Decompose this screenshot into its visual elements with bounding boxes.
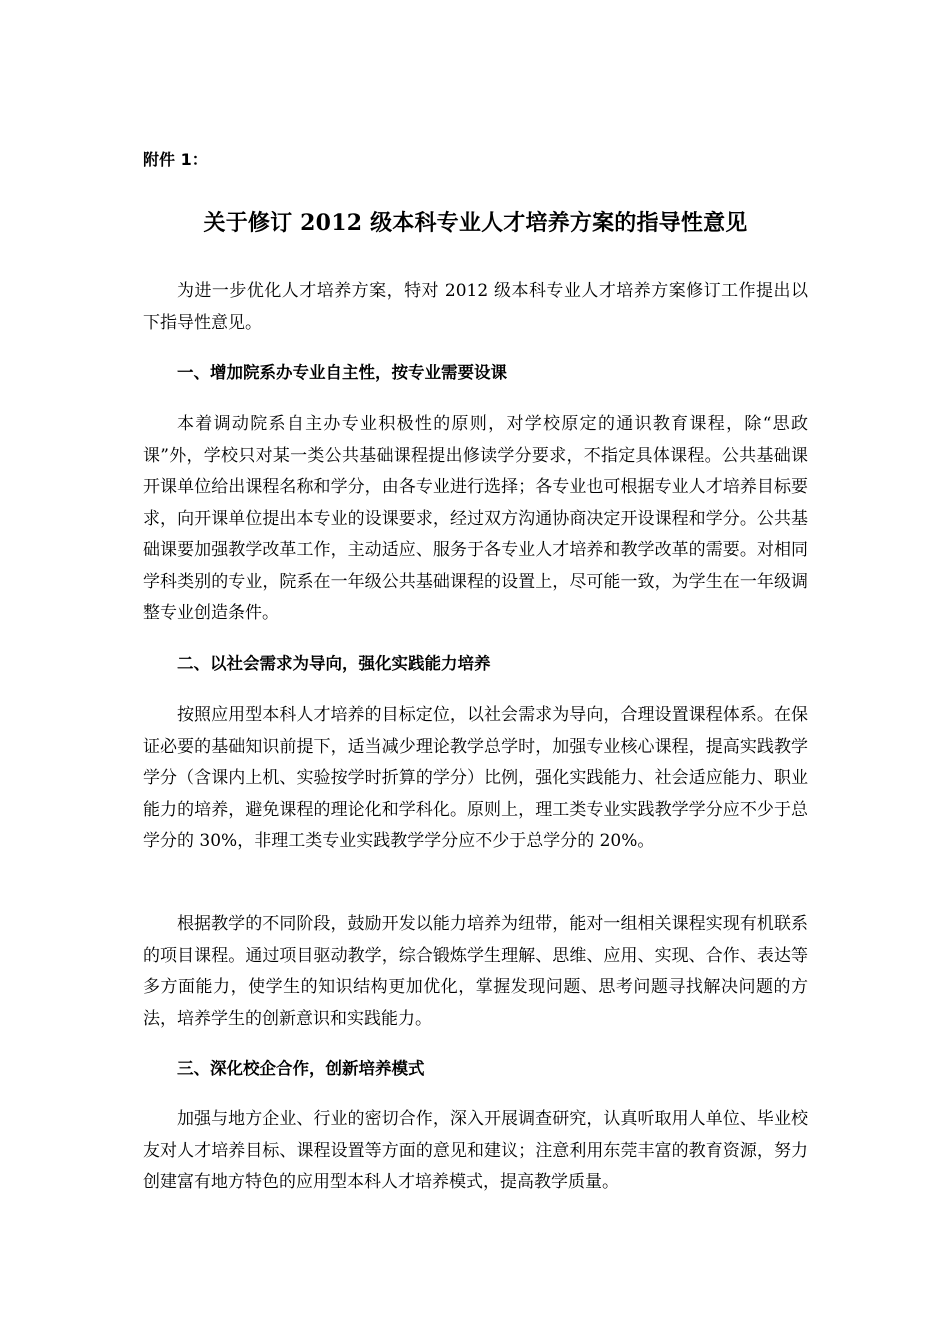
section-2-paragraph-1: 按照应用型本科人才培养的目标定位，以社会需求为导向，合理设置课程体系。在保证必要的基础知识前提下，适当减少理论教学总学时，加强专业核心课程，提高实践教学学分（含课内上机、实验按学时折算的学分）比例，强化实践能力、社会适应能力、职业能力的培养，避免课程的理论化和学科化。原则上，理工类专业实践教学学分应不少于总学分的 30%，非理工类专业实践教学学分应不少于总学分的 20%。 <box>143 705 808 851</box>
section-1-heading: 一、增加院系办专业自主性，按专业需要设课 <box>177 363 507 382</box>
document-title: 关于修订 2012 级本科专业人才培养方案的指导性意见 <box>203 210 748 236</box>
section-2-heading: 二、以社会需求为导向，强化实践能力培养 <box>177 654 491 673</box>
section-2-paragraph-2: 根据教学的不同阶段，鼓励开发以能力培养为纽带，能对一组相关课程实现有机联系的项目课程。通过项目驱动教学，综合锻炼学生理解、思维、应用、实现、合作、表达等多方面能力，使学生的知识结构更加优化，掌握发现问题、思考问题寻找解决问题的方法，培养学生的创新意识和实践能力。 <box>143 914 808 1029</box>
section-3-heading: 三、深化校企合作，创新培养模式 <box>177 1059 425 1078</box>
attachment-label: 附件 1： <box>143 150 208 169</box>
section-3-paragraph-1: 加强与地方企业、行业的密切合作，深入开展调查研究，认真听取用人单位、毕业校友对人才培养目标、课程设置等方面的意见和建议；注意利用东莞丰富的教育资源，努力创建富有地方特色的应用型本科人才培养模式，提高教学质量。 <box>143 1109 808 1192</box>
section-1-paragraph-1: 本着调动院系自主办专业积极性的原则，对学校原定的通识教育课程，除“思政课”外，学校只对某一类公共基础课程提出修读学分要求，不指定具体课程。公共基础课开课单位给出课程名称和学分，由各专业进行选择；各专业也可根据专业人才培养目标要求，向开课单位提出本专业的设课要求，经过双方沟通协商决定开设课程和学分。公共基础课要加强教学改革工作，主动适应、服务于各专业人才培养和教学改革的需要。对相同学科类别的专业，院系在一年级公共基础课程的设置上，尽可能一致，为学生在一年级调整专业创造条件。 <box>143 414 808 623</box>
intro-paragraph: 为进一步优化人才培养方案，特对 2012 级本科专业人才培养方案修订工作提出以下指导性意见。 <box>143 281 808 333</box>
